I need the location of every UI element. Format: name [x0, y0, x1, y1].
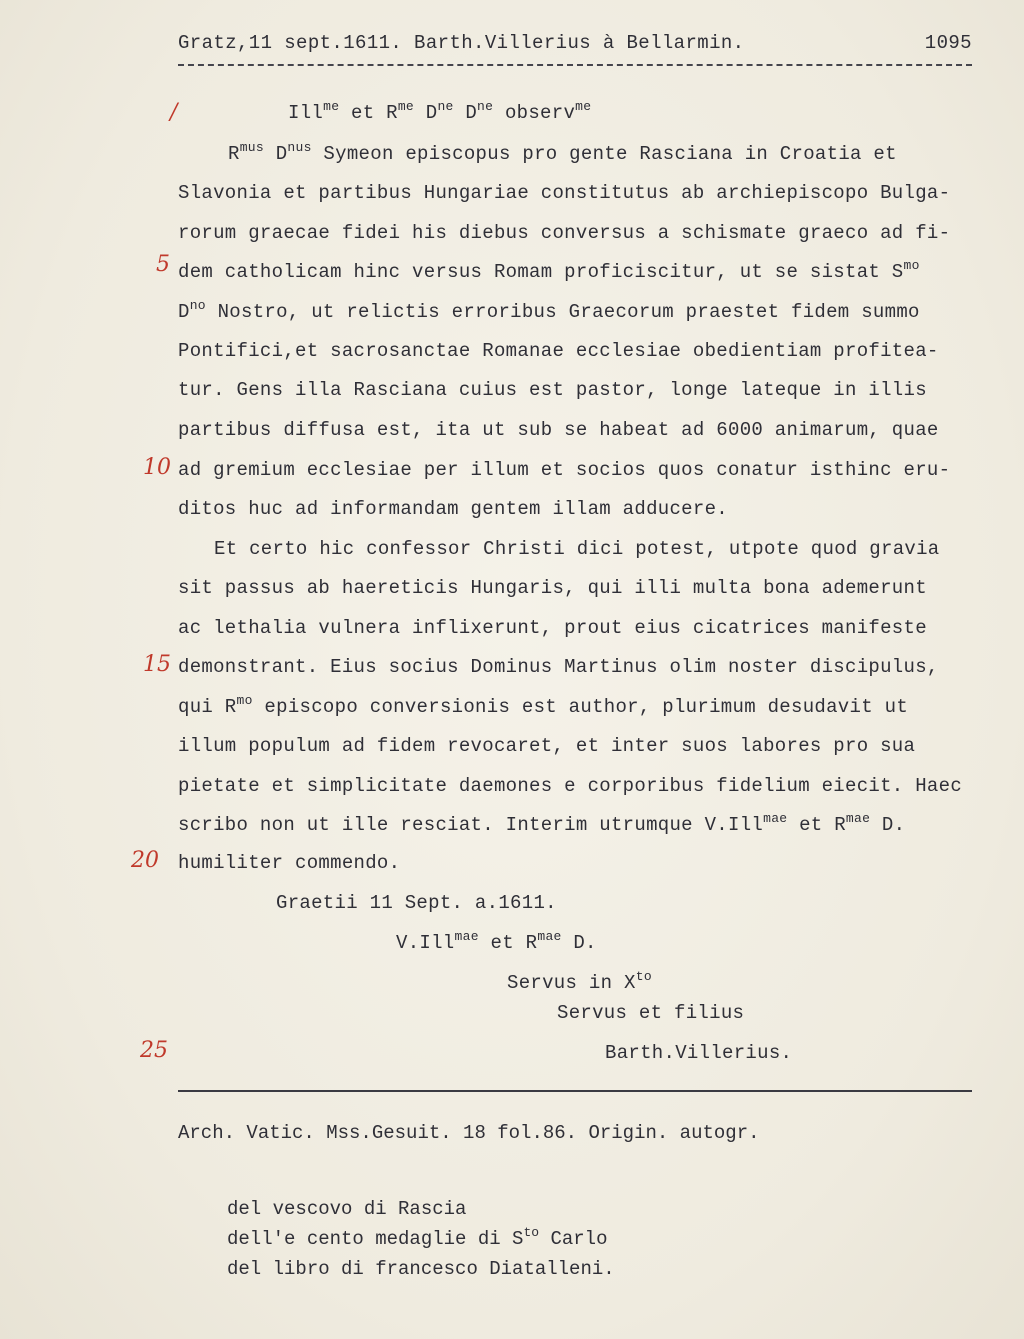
footer-rule — [178, 1090, 972, 1092]
body-line-19: humiliter commendo. — [178, 852, 401, 874]
header-title: Gratz,11 sept.1611. Barth.Villerius à Bellarmin. — [178, 32, 745, 54]
closing-filius: Servus et filius — [557, 1002, 745, 1024]
body-line-1: $R^{mus}$ $D^{nus}$ Symeon episcopus pro gente Rasciana in Croatia et — [228, 140, 897, 165]
body-line-17: pietate et simplicitate daemones e corporibus fidelium eiecit. Haec — [178, 775, 963, 797]
note-line-2: dell'e cento medaglie di $S^{to}$ Carlo — [227, 1225, 608, 1250]
note-line-1: del vescovo di Rascia — [227, 1198, 467, 1220]
body-line-15: qui $R^{mo}$ episcopo conversionis est author, plurimum desudavit ut — [178, 693, 909, 718]
body-line-14: demonstrant. Eius socius Dominus Martinus olim noster discipulus, — [178, 656, 939, 678]
body-line-6: Pontifici,et sacrosanctae Romanae ecclesiae obedientiam profitea- — [178, 340, 939, 362]
body-line-9: ad gremium ecclesiae per illum et socios quos conatur isthinc eru- — [178, 459, 951, 481]
margin-number-5: 5 — [156, 252, 170, 277]
page-header — [178, 32, 974, 54]
signature: Barth.Villerius. — [605, 1042, 793, 1064]
body-line-3: rorum graecae fidei his diebus conversus a schismate graeco ad fi- — [178, 222, 951, 244]
margin-number-25: 25 — [140, 1038, 168, 1063]
body-line-4: dem catholicam hinc versus Romam proficiscitur, ut se sistat $S^{mo}$ — [178, 258, 920, 283]
margin-number-15: 15 — [143, 652, 171, 677]
salutation: Ill$^{me}$ et $R^{me}$ $D^{ne}$ $D^{ne}$ observ$^{me}$ — [288, 99, 592, 124]
margin-number-10: 10 — [143, 455, 171, 480]
body-line-8: partibus diffusa est, ita ut sub se habeat ad 6000 animarum, quae — [178, 419, 939, 441]
body-line-16: illum populum ad fidem revocaret, et inter suos labores pro sua — [178, 735, 916, 757]
header-dashed-rule — [178, 64, 972, 66]
margin-number-20: 20 — [131, 848, 159, 873]
body-line-10: ditos huc ad informandam gentem illam adducere. — [178, 498, 728, 520]
body-line-11: Et certo hic confessor Christi dici potest, utpote quod gravia — [214, 538, 940, 560]
body-line-5: $D^{no}$ Nostro, ut relictis erroribus Graecorum praestet fidem summo — [178, 298, 920, 323]
note-line-3: del libro di francesco Diatalleni. — [227, 1258, 615, 1280]
body-line-7: tur. Gens illa Rasciana cuius est pastor, longe lateque in illis — [178, 379, 927, 401]
body-line-12: sit passus ab haereticis Hungaris, qui illi multa bona ademerunt — [178, 577, 927, 599]
closing-address: V.Ill$^{mae}$ et $R^{mae}$ D. — [396, 929, 597, 954]
margin-mark-1: / — [170, 100, 178, 125]
closing-date: Graetii 11 Sept. a.1611. — [276, 892, 557, 914]
archive-source: Arch. Vatic. Mss.Gesuit. 18 fol.86. Origin. autogr. — [178, 1122, 760, 1144]
closing-servus: Servus in $X^{to}$ — [507, 969, 652, 994]
body-line-2: Slavonia et partibus Hungariae constitutus ab archiepiscopo Bulga- — [178, 182, 951, 204]
body-line-13: ac lethalia vulnera inflixerunt, prout eius cicatrices manifeste — [178, 617, 927, 639]
page-number: 1095 — [924, 32, 972, 54]
body-line-18: scribo non ut ille resciat. Interim utrumque V.Ill$^{mae}$ et $R^{mae}$ D. — [178, 811, 906, 836]
